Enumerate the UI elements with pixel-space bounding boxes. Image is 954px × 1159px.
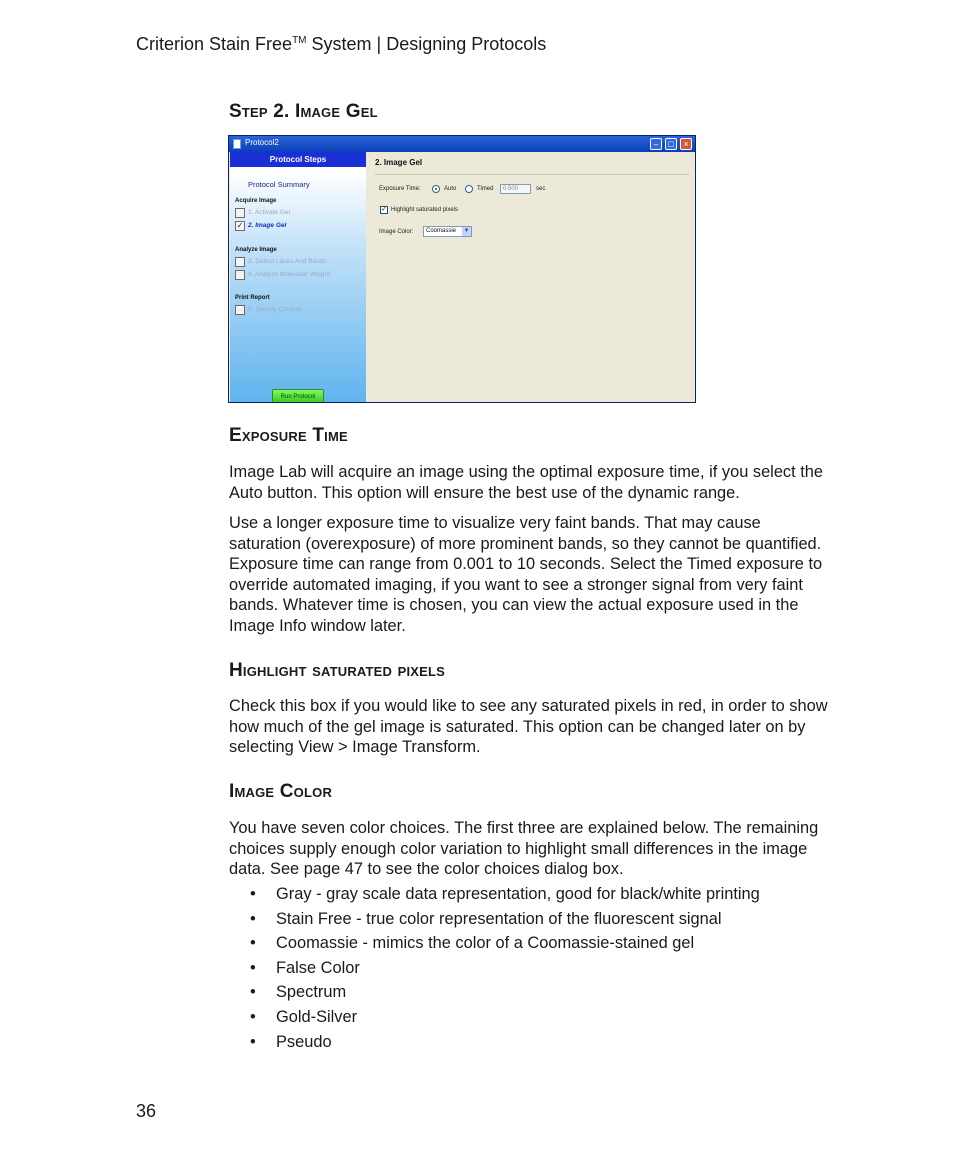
highlight-paragraph: Check this box if you would like to see any saturated pixels in red, in order to show how much of the gel image is saturated. This option can be changed later on by selecting View > Image Transform. [229, 697, 828, 757]
step-1-activate-gel[interactable]: 1. Activate Gel [248, 209, 290, 216]
maximize-icon[interactable]: □ [665, 138, 677, 150]
close-icon[interactable]: × [680, 138, 692, 150]
highlight-saturated-label: Highlight saturated pixels [391, 207, 459, 213]
image-color-value: Coomassie [426, 228, 457, 234]
header-suffix: System | Designing Protocols [311, 34, 547, 54]
chevron-down-icon: ▼ [463, 228, 470, 234]
list-item: • Gray - gray scale data representation, good for black/white printing [229, 883, 829, 908]
step-4-checkbox[interactable] [235, 270, 245, 280]
auto-radio[interactable] [432, 185, 440, 193]
header-prefix: Criterion Stain Free [136, 34, 293, 54]
group-acquire-image: Acquire Image [235, 198, 277, 204]
step-2-image-gel[interactable]: 2. Image Gel [248, 222, 287, 229]
color-choices-list [229, 883, 829, 1055]
exposure-time-heading: Exposure Time [229, 425, 348, 446]
group-analyze-image: Analyze Image [235, 247, 277, 253]
step-5-specify-content[interactable]: 5. Specify Content [248, 306, 302, 313]
protocol-steps-pane [230, 152, 366, 403]
page-number: 36 [136, 1101, 157, 1121]
protocol-summary-link[interactable]: Protocol Summary [248, 180, 310, 189]
highlight-heading: Highlight saturated pixels [229, 660, 446, 681]
image-color-heading: Image Color [229, 781, 333, 802]
step-3-checkbox[interactable] [235, 257, 245, 267]
auto-label: Auto [444, 186, 457, 192]
image-color-label: Image Color: [379, 229, 414, 235]
highlight-saturated-checkbox[interactable]: ✓ [381, 206, 387, 213]
step-1-checkbox[interactable] [235, 208, 245, 218]
panel-divider [375, 174, 689, 175]
sec-label: sec [536, 186, 546, 192]
step-4-molecular-weight[interactable]: 4. Analyze Molecular Weight [248, 271, 330, 278]
protocol-steps-header: Protocol Steps [230, 152, 366, 167]
panel-title: 2. Image Gel [375, 158, 423, 167]
step-5-checkbox[interactable] [235, 305, 245, 315]
group-print-report: Print Report [235, 295, 270, 301]
list-item: • Stain Free - true color representation of the fluorescent signal [229, 908, 829, 933]
list-item: • Coomassie - mimics the color of a Coomassie-stained gel [229, 932, 829, 957]
exposure-paragraph-1: Image Lab will acquire an image using the optimal exposure time, if you select the Auto button. This option will ensure the best use of the dynamic range. [229, 463, 824, 502]
trademark-mark: TM [292, 35, 307, 46]
step-heading: Step 2. Image Gel [229, 101, 378, 122]
image-color-paragraph: You have seven color choices. The first three are explained below. The remaining choices supply enough color variation to highlight small differences in the image data. See page 47 to see the color choices dialog box. [229, 819, 819, 879]
window-titlebar [229, 136, 695, 152]
protocol-window [228, 135, 696, 403]
run-protocol-button[interactable]: Run Protocol [272, 389, 324, 403]
list-item: • Pseudo [229, 1031, 829, 1056]
minimize-icon[interactable]: – [650, 138, 662, 150]
list-item: • Gold-Silver [229, 1006, 829, 1031]
exposure-paragraph-2: Use a longer exposure time to visualize very faint bands. That may cause saturation (overexposure) of more prominent bands, so they cannot be quantified. Exposure time can range from 0.001 to 10 seconds. Select the Timed exposure to override automated imaging, if you want to see a stronger signal from very faint bands. Whatever time is chosen, you can view the actual exposure used in the Image Info window later. [229, 514, 823, 635]
step-2-checkbox[interactable]: ✓ [236, 221, 244, 230]
document-icon [233, 139, 241, 149]
step-3-detect-lanes[interactable]: 3. Detect Lanes And Bands [248, 258, 327, 265]
running-header [136, 34, 546, 55]
timed-label: Timed [477, 186, 494, 192]
exposure-time-label: Exposure Time: [379, 186, 421, 192]
image-gel-panel [366, 152, 695, 402]
window-title: Protocol2 [245, 138, 279, 147]
exposure-time-input[interactable]: 0.500 [500, 184, 531, 194]
list-item: • Spectrum [229, 981, 829, 1006]
radio-selected-dot [435, 188, 437, 190]
image-color-select[interactable] [423, 226, 472, 237]
list-item: • False Color [229, 957, 829, 982]
timed-radio[interactable] [465, 185, 473, 193]
